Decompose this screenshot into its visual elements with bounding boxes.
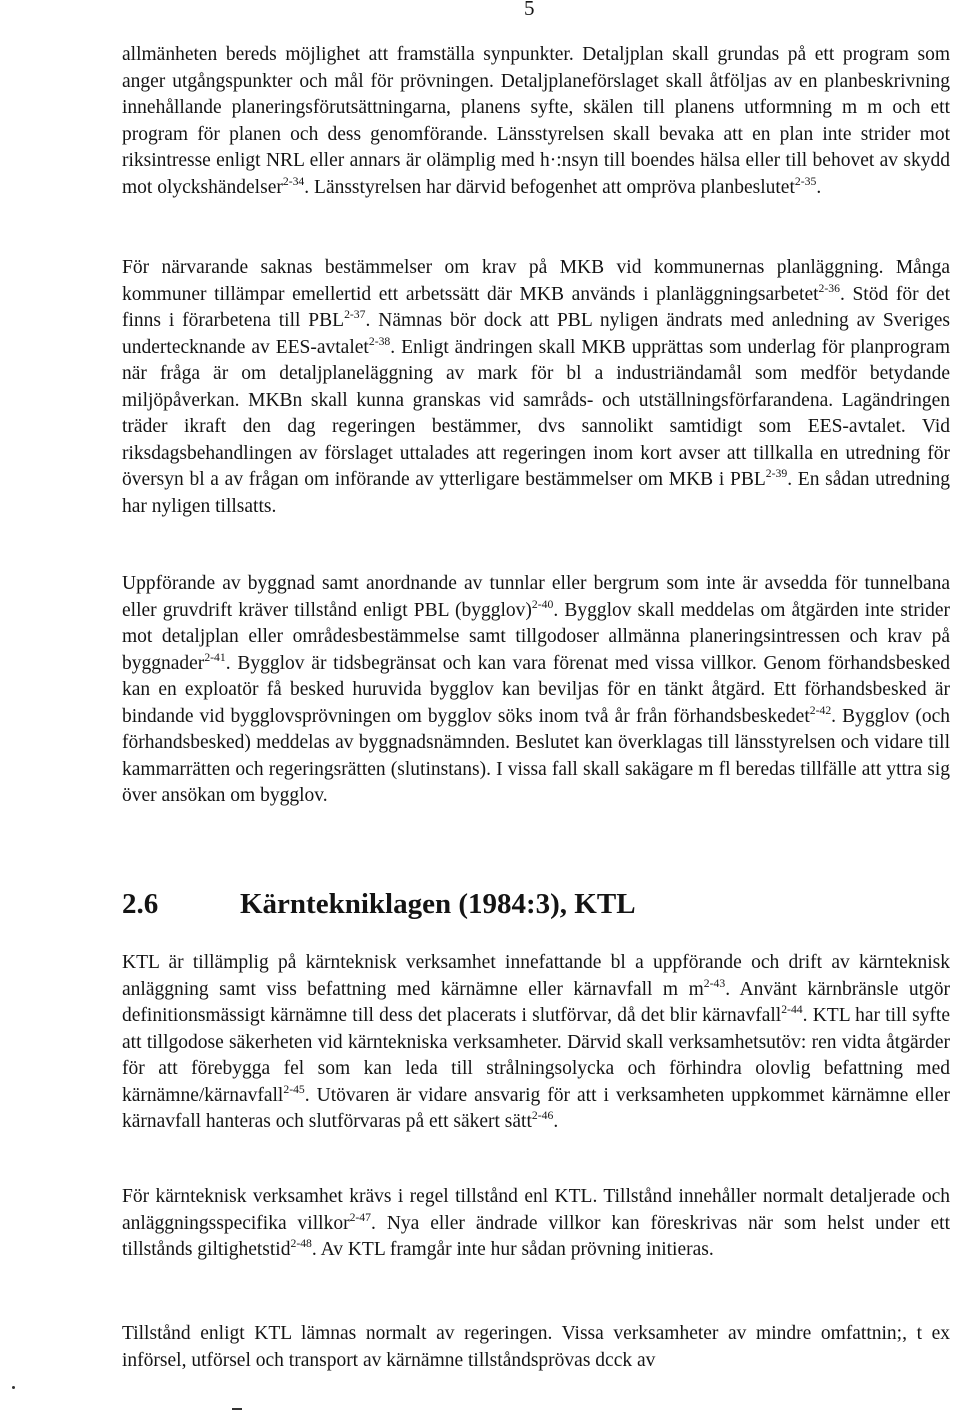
footnote-ref: 2-34 bbox=[282, 174, 305, 188]
paragraph-ktl-scope: KTL är tillämplig på kärnteknisk verksamhet innefattande bl a uppförande och drift av kärnteknisk anläggning samt viss befattning med kärnämne eller kärnavfall m $m^{2-43}$. Använt kärnbränsle utgör definitionsmässigt kärnämne till dess det placerats i slutförvar, då det blir kärnavfall$^{2-44}$. KTL har till syfte att tillgodose säkerheten vid kärntekniska verksamheter. Därvid skall verksamhetsutöv: ren vidta åtgärder för att förebygga fel som kan leda till strålningsolycka och förhindra olovlig befattning med kärnämne/kärnavfall$^{2-45}$. Utövaren är vidare ansvarig för att i verksamheten uppkommet kärnämne eller kärnavfall hanteras och slutförvaras på ett säkert sätt$^{2-46}$. bbox=[122, 952, 951, 1132]
section-heading bbox=[122, 888, 636, 921]
footnote-ref: 2-44 bbox=[781, 1002, 803, 1016]
paragraph-mkb-planning: För närvarande saknas bestämmelser om krav på MKB vid kommunernas planläggning. Många kommuner tillämpar emellertid ett arbetssätt där MKB används i planläggningsarbetet$^{2-36}$. Stöd för det finns i förarbetena till PBL$^{2-37}$. Nämnas bör dock att PBL nyligen ändrats med anledning av Sveriges undertecknande av EES-avtalet$^{2-38}$. Enligt ändringen skall MKB upprättas som underlag för planprogram när fråga är om detaljplaneläggning av mark för bl a industriändamål som medför betydande miljöpåverkan. MKBn skall kunna granskas vid samråds- och utställningsförfarandena. Lagändringen träder ikraft den dag regeringen bestämmer, dvs sannolikt samtidigt som EES-avtalet. Vid riksdagsbehandlingen av förslaget uttalades att regeringen inom kort avser att tillkalla en utredning för översyn bl a av frågan om införande av ytterligare bestämmelser om MKB i PBL$^{2-39}$. En sådan utredning har nyligen tillsatts. bbox=[122, 257, 950, 517]
footnote-ref: 2-47 bbox=[349, 1210, 371, 1224]
section-title: Kärntekniklagen (1984:3), KTL bbox=[240, 888, 636, 920]
footnote-ref: 2-41 bbox=[204, 650, 226, 664]
footnote-ref: 2-36 bbox=[818, 281, 840, 295]
footnote-ref: 2-46 bbox=[531, 1108, 554, 1122]
footer-dash bbox=[232, 1408, 242, 1410]
footnote-ref: 2-37 bbox=[344, 307, 366, 321]
footnote-ref: 2-35 bbox=[794, 174, 817, 188]
paragraph-building-permit: Uppförande av byggnad samt anordnande av tunnlar eller bergrum som inte är avsedda för tunnelbana eller gruvdrift kräver tillstånd enligt PBL (bygglov)$^{2-40}$. Bygglov skall meddelas om åtgärden inte strider mot detaljplan eller områdesbestämmelse samt tillgodoser allmänna planeringsintressen och krav på byggnader$^{2-41}$. Bygglov är tidsbegränsat och kan vara förenat med vissa villkor. Genom förhandsbesked kan en exploatör få besked huruvida bygglov kan beviljas för en tänkt åtgärd. Ett förhandsbesked är bindande vid bygglovsprövningen om bygglov söks inom två år från förhandsbeskedet$^{2-42}$. Bygglov (och förhandsbesked) meddelas av byggnadsnämnden. Beslutet kan överklagas till länsstyrelsen och vidare till kammarrätten och regeringsrätten (slutinstans). I vissa fall skall sakägare m fl beredas tillfälle att yttra sig över ansökan om bygglov. bbox=[122, 573, 951, 806]
footnote-ref: 2-40 bbox=[531, 597, 554, 611]
footnote-ref: 2-43 bbox=[703, 976, 726, 990]
paragraph-ktl-government: Tillstånd enligt KTL lämnas normalt av regeringen. Vissa verksamheter av mindre omfattnin;, t ex införsel, utförsel och transport av kärnämne tillståndsprövas dcck av bbox=[122, 1323, 950, 1371]
paragraph-ktl-permits: För kärnteknisk verksamhet krävs i regel tillstånd enl KTL. Tillstånd innehåller normalt detaljerade och anläggningsspecifika villkor$^{2-47}$. Nya eller ändrade villkor kan föreskrivas när som helst under ett tillstånds giltighetstid$^{2-48}$. Av KTL framgår inte hur sådan prövning initieras. bbox=[122, 1186, 950, 1260]
footnote-ref: 2-42 bbox=[809, 703, 832, 717]
section-number: 2.6 bbox=[122, 888, 159, 920]
footnote-ref: 2-38 bbox=[368, 334, 391, 348]
footnote-ref: 2-39 bbox=[765, 466, 788, 480]
footnote-ref: 2-45 bbox=[283, 1082, 305, 1096]
scan-speck bbox=[12, 1386, 15, 1389]
footnote-ref: 2-48 bbox=[290, 1236, 312, 1250]
paragraph-planning-procedure: allmänheten bereds möjlighet att framställa synpunkter. Detaljplan skall grundas på ett program som anger utgångspunkter och mål för prövningen. Detaljplaneförslaget skall åtföljas av en planbeskrivning innehållande planeringsförutsättningarna, planens syfte, skälen till planens utformning m m och ett program för planen och dess genomförande. Länsstyrelsen skall bevaka att en plan inte strider mot riksintresse enligt NRL eller annars är olämplig med h·:nsyn till boendes hälsa eller till behovet av skydd mot olyckshändelser$^{2-34}$. Länsstyrelsen har därvid befogenhet att ompröva planbeslutet$^{2-35}$. bbox=[122, 44, 950, 198]
page-number: 5 bbox=[524, 0, 535, 20]
